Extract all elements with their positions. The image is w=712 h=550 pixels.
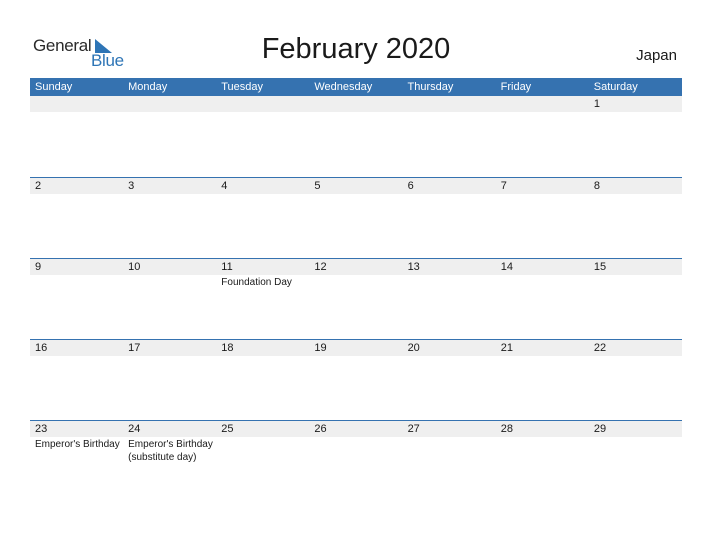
day-number: 5	[314, 180, 321, 192]
day-cell	[30, 339, 123, 419]
day-number: 24	[128, 423, 141, 435]
day-number: 21	[500, 342, 513, 354]
weekday-wednesday: Wednesday	[314, 81, 373, 93]
calendar-title: February 2020	[261, 33, 451, 65]
day-cell	[309, 420, 402, 500]
day-cell	[403, 420, 496, 500]
day-cell	[30, 177, 123, 257]
day-number: 14	[500, 261, 513, 273]
weekday-tuesday: Tuesday	[221, 81, 264, 93]
day-cell	[496, 96, 589, 176]
weekday-header	[30, 78, 682, 96]
day-number: 7	[500, 180, 507, 192]
day-cell	[403, 339, 496, 419]
week-row	[30, 258, 682, 338]
day-number: 15	[593, 261, 607, 273]
day-number: 12	[314, 261, 327, 273]
week-row	[30, 177, 682, 257]
day-number: 9	[35, 261, 42, 273]
holiday-label: Foundation Day	[221, 277, 292, 288]
day-number: 11	[221, 261, 233, 273]
weekday-friday: Friday	[500, 81, 532, 93]
day-number: 10	[128, 261, 141, 273]
day-number: 17	[128, 342, 141, 354]
day-number: 13	[407, 261, 420, 273]
day-cell	[216, 420, 309, 500]
day-number: 2	[35, 180, 42, 192]
day-number: 1	[593, 98, 600, 110]
day-cell	[309, 339, 402, 419]
day-number: 29	[593, 423, 607, 435]
day-number: 25	[221, 423, 234, 435]
day-cell	[216, 339, 309, 419]
day-cell	[30, 96, 123, 176]
day-cell	[403, 177, 496, 257]
logo-text-blue: Blue	[91, 51, 124, 70]
weekday-saturday: Saturday	[593, 81, 638, 93]
day-cell	[216, 96, 309, 176]
day-cell	[403, 96, 496, 176]
day-cell	[123, 339, 216, 419]
day-cell	[589, 339, 682, 419]
day-number: 28	[500, 423, 513, 435]
day-number: 3	[128, 180, 135, 192]
week-row	[30, 420, 682, 500]
day-cell	[216, 258, 309, 338]
day-cell	[309, 96, 402, 176]
day-number: 27	[407, 423, 420, 435]
day-cell	[589, 420, 682, 500]
day-cell	[123, 420, 216, 500]
day-cell	[589, 177, 682, 257]
day-number: 4	[221, 180, 228, 192]
day-cell	[589, 96, 682, 176]
day-cell	[496, 177, 589, 257]
day-cell	[30, 420, 123, 500]
day-cell	[123, 177, 216, 257]
day-cell	[309, 177, 402, 257]
weekday-monday: Monday	[128, 81, 168, 93]
day-cell	[403, 258, 496, 338]
day-number: 6	[407, 180, 414, 192]
day-cell	[589, 258, 682, 338]
country-label: Japan	[636, 47, 677, 64]
day-number: 26	[314, 423, 327, 435]
weekday-sunday: Sunday	[35, 81, 73, 93]
week-row	[30, 96, 682, 176]
day-number: 23	[35, 423, 48, 435]
logo-text-general: General	[33, 36, 92, 55]
day-number: 19	[314, 342, 327, 354]
day-cell	[123, 96, 216, 176]
holiday-label: Emperor's Birthday	[35, 439, 120, 450]
day-cell	[309, 258, 402, 338]
day-number: 18	[221, 342, 234, 354]
calendar-grid	[30, 78, 682, 463]
weekday-thursday: Thursday	[407, 81, 454, 93]
day-cell	[30, 258, 123, 338]
week-row	[30, 339, 682, 419]
day-number: 20	[407, 342, 420, 354]
day-cell	[496, 258, 589, 338]
day-number: 8	[593, 180, 600, 192]
day-cell	[216, 177, 309, 257]
day-cell	[496, 420, 589, 500]
day-number: 22	[593, 342, 607, 354]
holiday-label: (substitute day)	[128, 452, 197, 463]
holiday-label: Emperor's Birthday	[128, 439, 213, 450]
day-cell	[123, 258, 216, 338]
day-number: 16	[35, 342, 48, 354]
day-cell	[496, 339, 589, 419]
